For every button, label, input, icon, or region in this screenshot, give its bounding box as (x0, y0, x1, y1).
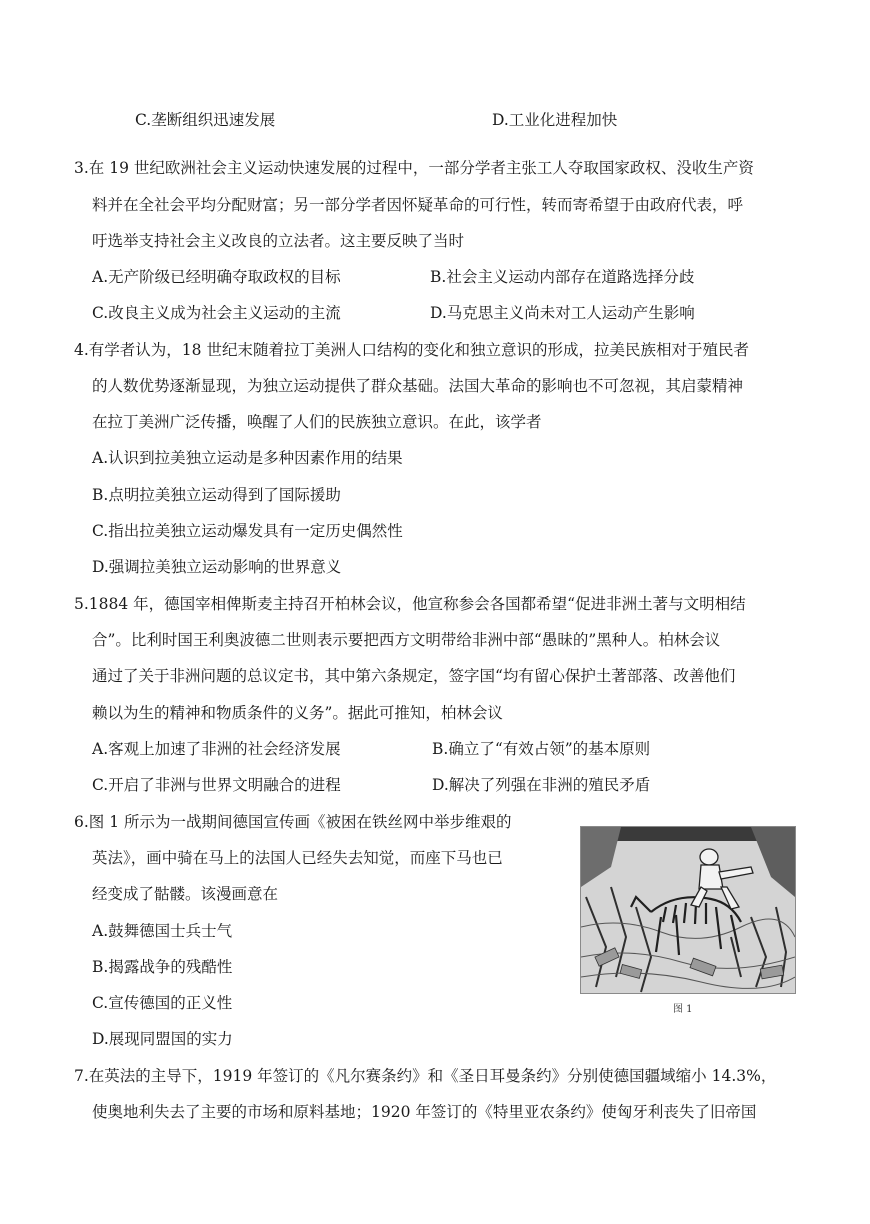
q4-stem-line: 在拉丁美洲广泛传播，唤醒了人们的民族独立意识。在此，该学者 (92, 413, 542, 431)
q5-stem-line: 合”。比利时国王利奥波德二世则表示要把西方文明带给非洲中部“愚昧的”黑种人。柏林会议 (92, 631, 721, 649)
q6-option-b: B.揭露战争的残酷性 (92, 958, 233, 976)
q5-option-b: B.确立了“有效占领”的基本原则 (432, 740, 651, 758)
q3-option-d: D.马克思主义尚未对工人运动产生影响 (430, 304, 695, 322)
q4-option-b: B.点明拉美独立运动得到了国际援助 (92, 486, 341, 504)
q5-stem-line: 通过了关于非洲问题的总议定书，其中第六条规定，签字国“均有留心保护土著部落、改善他们 (92, 667, 736, 685)
q7-stem-line: 7.在英法的主导下，1919 年签订的《凡尔赛条约》和《圣日耳曼条约》分别使德国疆域缩小 14.3%， (74, 1067, 777, 1085)
q6-stem-line: 英法》，画中骑在马上的法国人已经失去知觉，而座下马也已 (92, 849, 503, 867)
prev-option-c: C.垄断组织迅速发展 (135, 111, 276, 129)
q6-stem-line: 经变成了骷髅。该漫画意在 (92, 885, 279, 903)
q5-option-a: A.客观上加速了非洲的社会经济发展 (92, 740, 341, 758)
q5-stem-line: 赖以为生的精神和物质条件的义务”。据此可推知，柏林会议 (92, 704, 503, 722)
q3-option-a: A.无产阶级已经明确夺取政权的目标 (92, 268, 341, 286)
propaganda-cartoon-figure (580, 826, 796, 994)
q6-stem-line: 6.图 1 所示为一战期间德国宣传画《被困在铁丝网中举步维艰的 (74, 813, 512, 831)
q6-option-d: D.展现同盟国的实力 (92, 1030, 233, 1048)
figure-caption: 图 1 (673, 1004, 693, 1015)
q6-option-a: A.鼓舞德国士兵士气 (92, 922, 233, 940)
q3-stem-line: 3.在 19 世纪欧洲社会主义运动快速发展的过程中，一部分学者主张工人夺取国家政权、没收生产资 (74, 159, 754, 177)
prev-option-d: D.工业化进程加快 (492, 111, 618, 129)
q3-stem-line: 料并在全社会平均分配财富；另一部分学者因怀疑革命的可行性，转而寄希望于由政府代表，呼 (92, 196, 744, 214)
q4-stem-line: 4.有学者认为，18 世纪末随着拉丁美洲人口结构的变化和独立意识的形成，拉美民族相对于殖民者 (74, 341, 749, 359)
q3-option-c: C.改良主义成为社会主义运动的主流 (92, 304, 341, 322)
q5-stem-line: 5.1884 年，德国宰相俾斯麦主持召开柏林会议，他宣称参会各国都希望“促进非洲土著与文明相结 (74, 595, 746, 613)
q7-stem-line: 使奥地利失去了主要的市场和原料基地；1920 年签订的《特里亚农条约》使匈牙利丧失了旧帝国 (92, 1103, 757, 1121)
q4-stem-line: 的人数优势逐渐显现，为独立运动提供了群众基础。法国大革命的影响也不可忽视，其启蒙精神 (92, 377, 744, 395)
q3-option-b: B.社会主义运动内部存在道路选择分歧 (430, 268, 695, 286)
q5-option-c: C.开启了非洲与世界文明融合的进程 (92, 776, 341, 794)
q6-option-c: C.宣传德国的正义性 (92, 994, 233, 1012)
q4-option-c: C.指出拉美独立运动爆发具有一定历史偶然性 (92, 522, 403, 540)
q4-option-a: A.认识到拉美独立运动是多种因素作用的结果 (92, 449, 403, 467)
q4-option-d: D.强调拉美独立运动影响的世界意义 (92, 558, 342, 576)
q3-stem-line: 吁选举支持社会主义改良的立法者。这主要反映了当时 (92, 232, 465, 250)
q5-option-d: D.解决了列强在非洲的殖民矛盾 (432, 776, 651, 794)
barbed-wire-cavalry-illustration (581, 827, 795, 993)
